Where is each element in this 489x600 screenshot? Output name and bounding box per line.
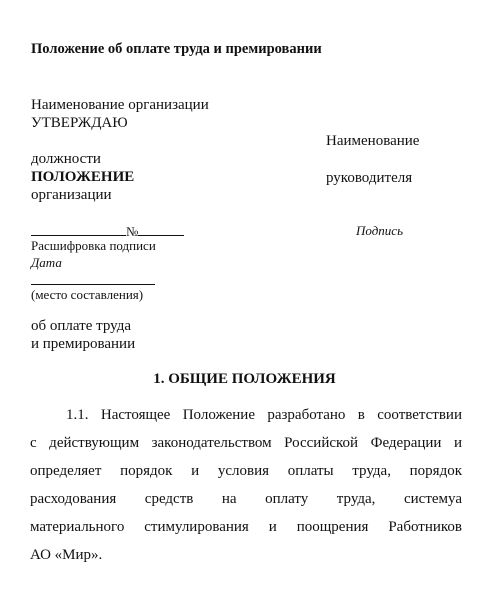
date-blank: [31, 223, 126, 236]
place-label: (место составления): [31, 287, 144, 302]
head-label: руководителя: [326, 170, 413, 186]
approve-label: УТВЕРЖДАЮ: [31, 115, 128, 131]
number-blank: [138, 223, 184, 236]
position-name-label: Наименование: [326, 133, 420, 149]
paragraph-line: определяет порядок и условия оплаты труда, порядок: [30, 463, 462, 479]
subject-line-1: об оплате труда: [31, 318, 132, 334]
place-blank: [31, 284, 155, 285]
doc-type-label: ПОЛОЖЕНИЕ: [31, 169, 135, 185]
number-sign: №: [126, 224, 139, 239]
signature-decode-label: Расшифровка подписи: [31, 238, 156, 253]
date-label: Дата: [31, 255, 62, 270]
org-label: организации: [31, 187, 112, 203]
org-name-label: Наименование организации: [31, 97, 209, 113]
paragraph-line: расходования средств на оплату труда, системуа: [30, 491, 462, 507]
position-label: должности: [31, 151, 101, 167]
paragraph-line: АО «Мир».: [30, 547, 103, 563]
signature-label: Подпись: [356, 223, 403, 238]
paragraph-line: 1.1. Настоящее Положение разработано в соответствии: [66, 407, 462, 423]
section-title: 1. ОБЩИЕ ПОЛОЖЕНИЯ: [153, 371, 336, 387]
number-line: [31, 223, 184, 238]
paragraph-line: с действующим законодательством Российской Федерации и: [30, 435, 462, 451]
subject-line-2: и премировании: [31, 336, 136, 352]
document-title: Положение об оплате труда и премировании: [31, 41, 322, 57]
paragraph-line: материального стимулирования и поощрения Работников: [30, 519, 462, 535]
